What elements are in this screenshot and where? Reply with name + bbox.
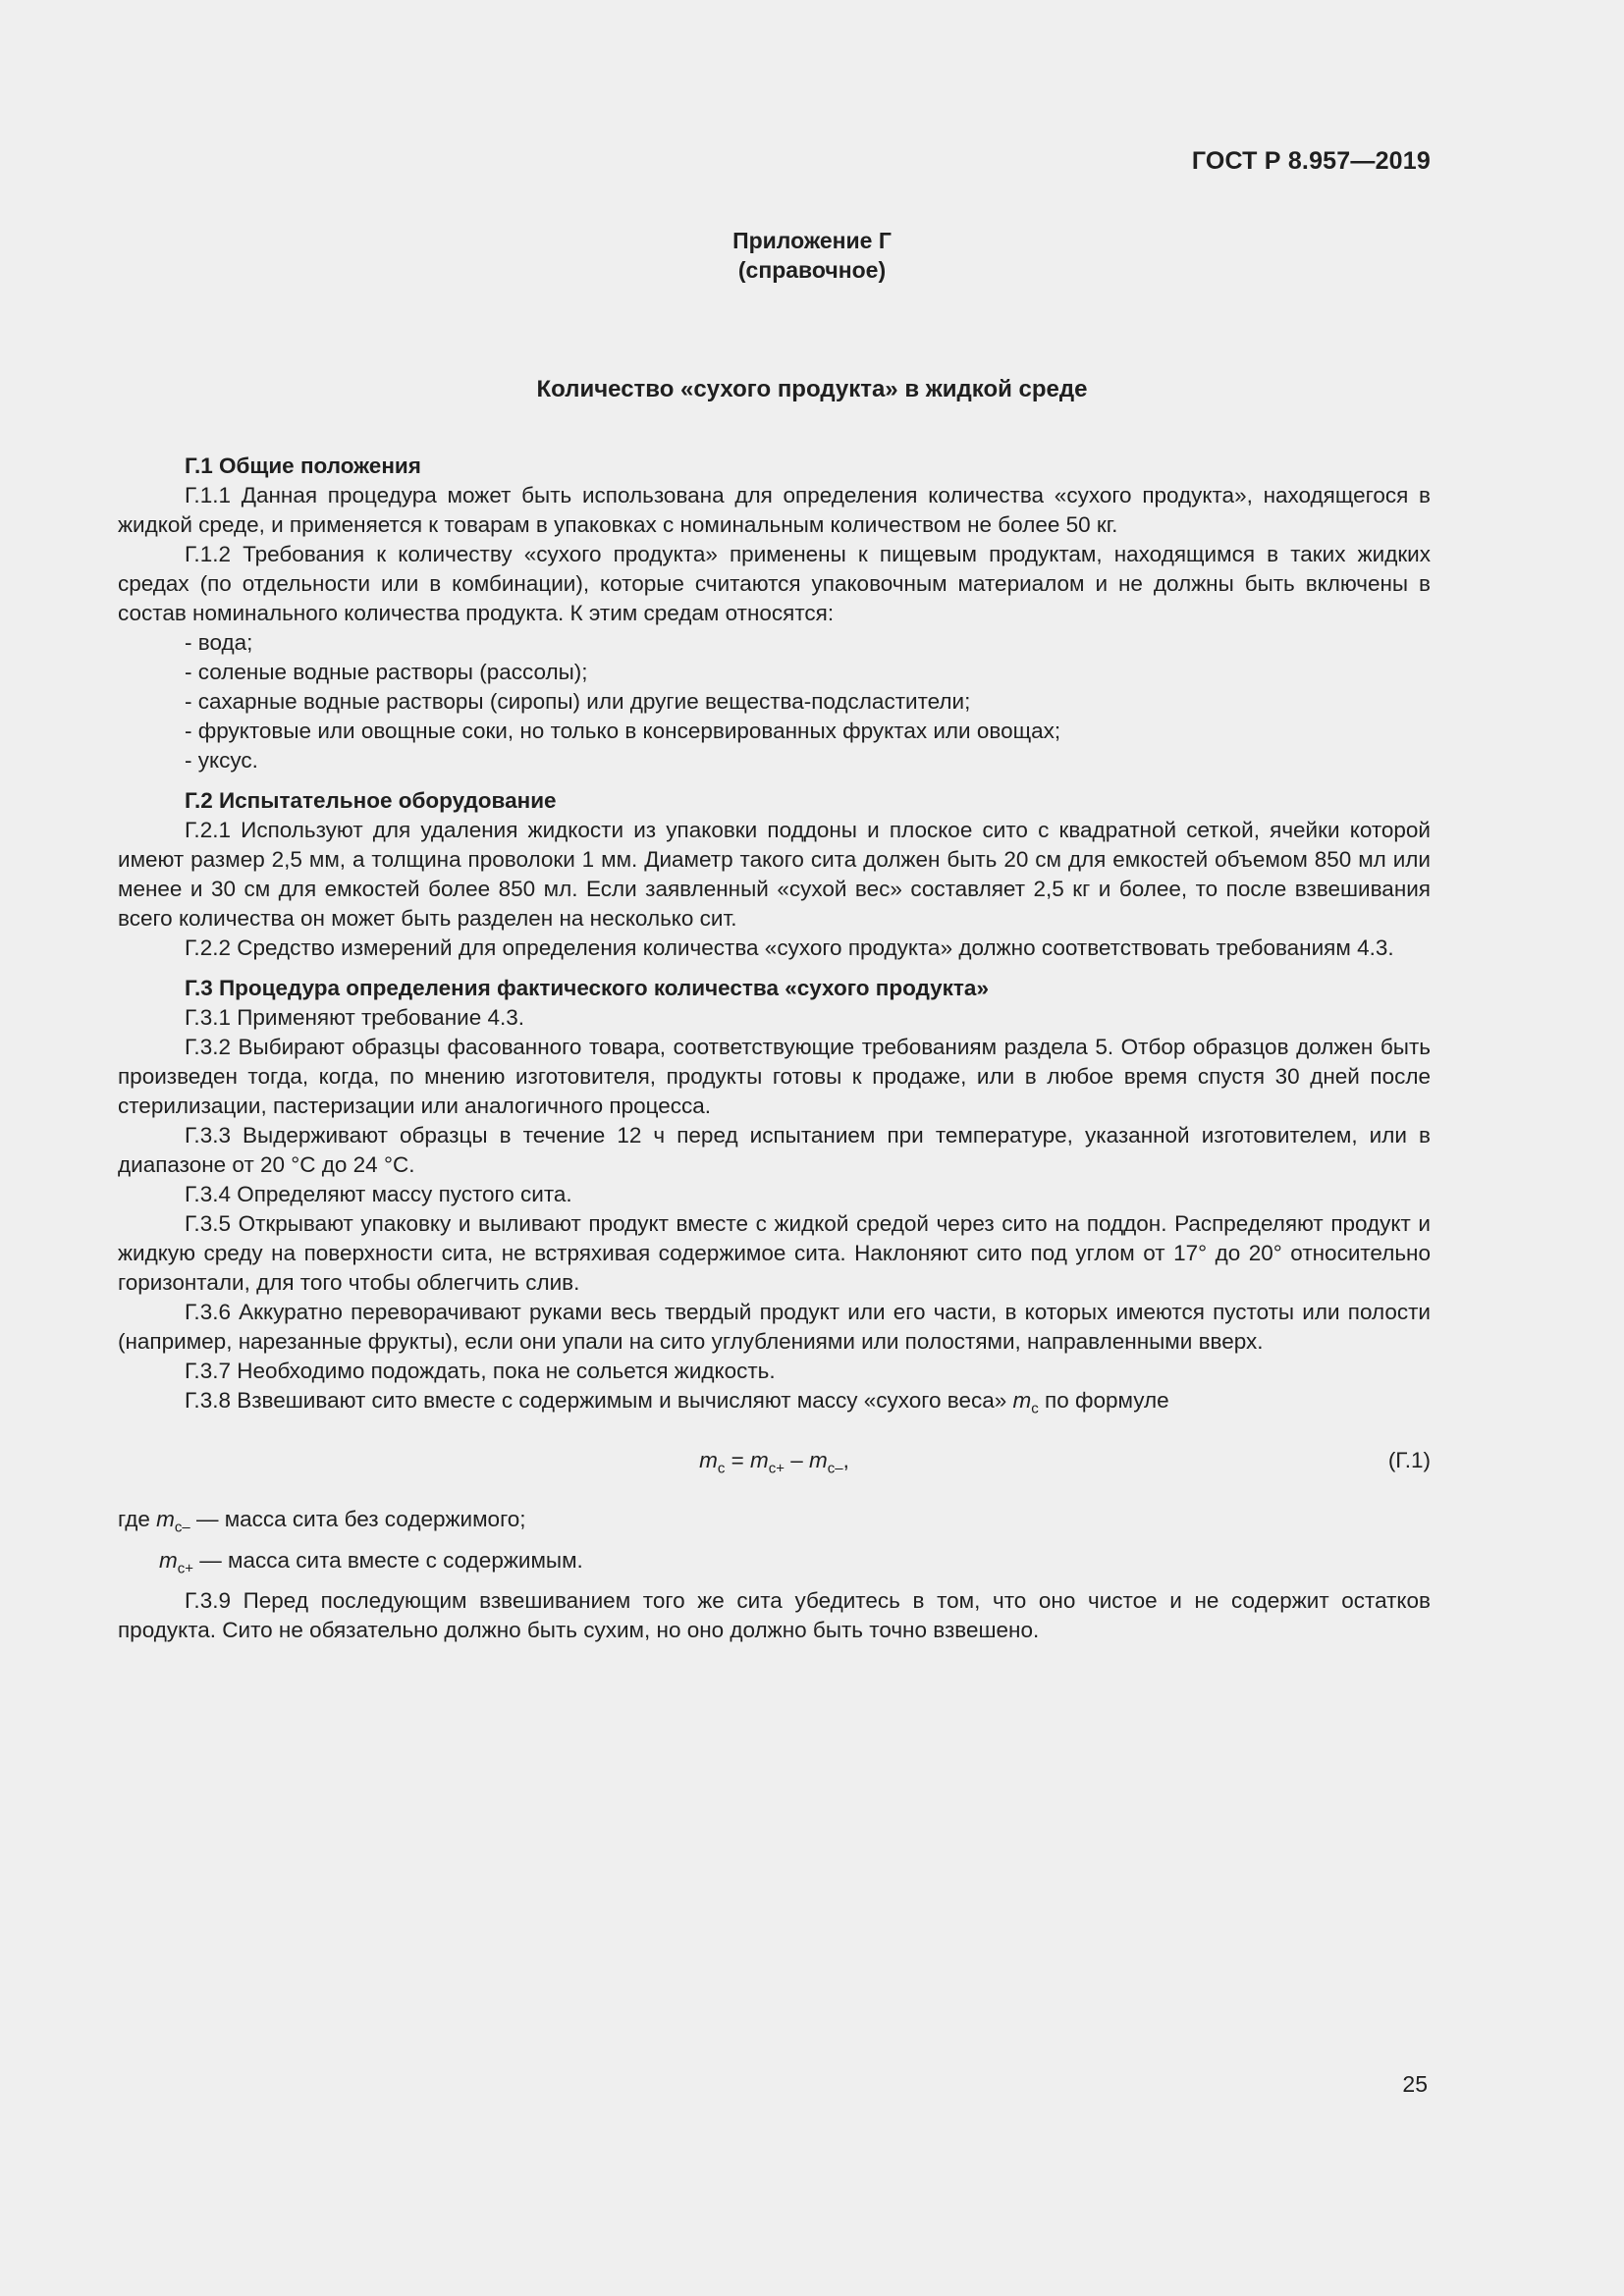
appendix-title: Приложение Г xyxy=(732,228,892,253)
formula-lhs-sub: c xyxy=(717,1460,726,1476)
list-item: - уксус. xyxy=(185,746,1431,775)
paragraph-g3-5: Г.3.5 Открывают упаковку и выливают продукт вместе с жидкой средой через сито на поддон. Распределяют продукт и жидкую среду на поверхности сита, не встряхивая содержимое сита. Наклоняют сито под углом от 17° до 20° относительно горизонтали, для того чтобы облегчить слив. xyxy=(118,1211,1431,1295)
formula xyxy=(118,1446,1431,1484)
paragraph-g2-2: Г.2.2 Средство измерений для определения количества «сухого продукта» должно соответствовать требованиям 4.3. xyxy=(185,935,1394,960)
section-heading-g3: Г.3 Процедура определения фактического количества «сухого продукта» xyxy=(185,976,989,1000)
formula-term1-var: m xyxy=(750,1447,769,1472)
document-body xyxy=(118,452,1431,1645)
paragraph-g3-3: Г.3.3 Выдерживают образцы в течение 12 ч перед испытанием при температуре, указанной изготовителем, или в диапазоне от 20 °С до 24 °С. xyxy=(118,1123,1431,1177)
paragraph-g3-2: Г.3.2 Выбирают образцы фасованного товара, соответствующие требованиям раздела 5. Отбор образцов должен быть произведен тогда, когда, по мнению изготовителя, продукты готовы к продаже, или в любое время спустя 30 дней после стерилизации, пастеризации или аналогичного процесса. xyxy=(118,1035,1431,1118)
formula-legend xyxy=(118,1503,1431,1586)
page-number: 25 xyxy=(1402,2071,1428,2097)
paragraph-g3-7: Г.3.7 Необходимо подождать, пока не сольется жидкость. xyxy=(185,1359,776,1383)
appendix-type: (справочное) xyxy=(737,257,887,283)
legend-var-2: m xyxy=(159,1548,178,1573)
legend-intro: где xyxy=(118,1506,157,1531)
legend-var-1: m xyxy=(156,1506,175,1531)
paragraph-g3-8-tail: по формуле xyxy=(1038,1388,1169,1413)
paragraph-g3-1: Г.3.1 Применяют требование 4.3. xyxy=(185,1005,524,1030)
media-list xyxy=(118,628,1431,775)
legend-desc-1: — масса сита без содержимого; xyxy=(189,1506,526,1531)
paragraph-g3-8-text: Г.3.8 Взвешивают сито вместе с содержимым и вычисляют массу «сухого веса» xyxy=(185,1388,1013,1413)
paragraph-g3-8 xyxy=(118,1386,1431,1424)
legend-desc-2: — масса сита вместе с содержимым. xyxy=(193,1548,583,1573)
paragraph-g1-2: Г.1.2 Требования к количеству «сухого продукта» применены к пищевым продуктам, находящимся в таких жидких средах (по отдельности или в комбинации), которые считаются упаковочным материалом и не должны быть включены в состав номинального количества продукта. К этим средам относятся: xyxy=(118,542,1431,625)
legend-sub-2: c+ xyxy=(177,1560,194,1577)
paragraph-g1-1: Г.1.1 Данная процедура может быть использована для определения количества «сухого продукта», находящегося в жидкой среде, и применяется к товарам в упаковках с номинальным количеством не более 50 кг. xyxy=(118,483,1431,537)
page-title: Количество «сухого продукта» в жидкой среде xyxy=(536,376,1088,402)
formula-end: , xyxy=(842,1447,849,1472)
formula-term2-sub: c– xyxy=(827,1460,843,1476)
formula-minus: – xyxy=(785,1447,810,1472)
list-item: - вода; xyxy=(185,628,1431,658)
list-item: - сахарные водные растворы (сиропы) или другие вещества-подсластители; xyxy=(185,687,1431,717)
paragraph-g3-4: Г.3.4 Определяют массу пустого сита. xyxy=(185,1182,572,1206)
formula-equals: = xyxy=(725,1447,750,1472)
formula-term2-var: m xyxy=(809,1447,828,1472)
legend-line-1 xyxy=(118,1503,1431,1545)
formula-number: (Г.1) xyxy=(1387,1447,1431,1472)
formula-term1-sub: c+ xyxy=(768,1460,785,1476)
legend-sub-1: c– xyxy=(174,1519,190,1535)
legend-line-2 xyxy=(118,1544,1431,1586)
symbol-subscript: c xyxy=(1031,1400,1039,1417)
list-item: - фруктовые или овощные соки, но только в консервированных фруктах или овощах; xyxy=(185,717,1431,746)
section-heading-g2: Г.2 Испытательное оборудование xyxy=(185,788,557,813)
section-heading-g1: Г.1 Общие положения xyxy=(185,454,421,478)
list-item: - соленые водные растворы (рассолы); xyxy=(185,658,1431,687)
paragraph-g3-6: Г.3.6 Аккуратно переворачивают руками весь твердый продукт или его части, в которых имеются пустоты или полости (например, нарезанные фрукты), если они упали на сито углублениями или полостями, направленными вверх. xyxy=(118,1300,1431,1354)
symbol-m: m xyxy=(1012,1388,1032,1413)
paragraph-g3-9: Г.3.9 Перед последующим взвешиванием того же сита убедитесь в том, что оно чистое и не содержит остатков продукта. Сито не обязательно должно быть сухим, но оно должно быть точно взвешено. xyxy=(118,1587,1431,1642)
paragraph-g2-1: Г.2.1 Используют для удаления жидкости из упаковки поддоны и плоское сито с квадратной сеткой, ячейки которой имеют размер 2,5 мм, а толщина проволоки 1 мм. Диаметр такого сита должен быть 20 см для емкостей объемом 850 мл или менее и 30 см для емкостей более 850 мл. Если заявленный «сухой вес» составляет 2,5 кг и более, то после взвешивания всего количества он может быть разделен на несколько сит. xyxy=(118,818,1431,931)
standard-code: ГОСТ Р 8.957—2019 xyxy=(1191,147,1431,175)
appendix-label xyxy=(0,226,1624,285)
formula-row xyxy=(118,1446,1431,1485)
formula-lhs-var: m xyxy=(699,1447,718,1472)
